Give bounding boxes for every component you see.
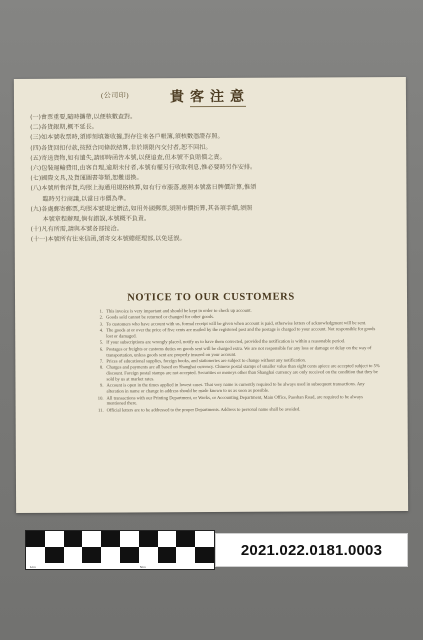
item-text: If your subscriptions are wrongly placed, notify us to have them corrected, provided the notification is within a reasonable period. [106, 338, 346, 345]
item-number: 8. [99, 364, 104, 370]
item-number: 10. [97, 395, 104, 401]
scale-square-light [139, 547, 158, 563]
item-number: 11. [98, 407, 104, 413]
chinese-notice-item: (二)各貨銀期,概不延長。 [30, 123, 98, 132]
english-notice-item [96, 406, 381, 413]
chinese-notice-item: (六)包裝運輸費用,由客自理,逾期未付者,本號有權另行收取利息,惟必要時另作安排。 [30, 163, 257, 172]
item-text: To customers who have account with us, formal receipt will be given when account is paid, otherwise letters of acknowledgment will be sent. [106, 319, 367, 327]
item-text: Goods sold cannot be returned or changed for other goods. [106, 314, 215, 320]
item-number: 5. [99, 339, 104, 345]
english-notice-item [95, 345, 380, 358]
item-text: All transactions with our Printing Department, or Works, or Accounting Department, Main Office, Paoshan Road, are required to be always mentioned there. [106, 393, 363, 406]
chinese-notice-item: (三)如本號收票時,須即刻填簽收據,對存往來各戶帳簿,須核數憑證存照。 [30, 133, 224, 142]
scale-square-dark [82, 547, 101, 563]
scale-square-dark [120, 547, 139, 563]
scale-row-top [26, 531, 214, 547]
document-sheet [14, 77, 408, 513]
english-notice-item [95, 363, 380, 382]
item-number: 9. [100, 382, 104, 388]
chinese-title: 貴客注意 [169, 88, 251, 106]
english-notice-list [95, 307, 381, 414]
scale-square-light [120, 531, 139, 547]
scale-square-dark [101, 531, 120, 547]
scale-square-dark [176, 531, 195, 547]
item-number: 2. [99, 314, 104, 320]
item-text: Official letters are to be addressed to the proper Departments. Address to personal name shall be avoided. [106, 406, 301, 413]
color-scale-bar [25, 530, 215, 570]
english-title: NOTICE TO OUR CUSTOMERS [127, 291, 295, 304]
item-number: 4. [99, 327, 104, 333]
scale-square-dark [26, 531, 45, 547]
chinese-notice-list [30, 111, 391, 246]
chinese-notice-continuation: 臨時另行商議,以當日市價為準。 [42, 195, 130, 203]
scale-square-light [26, 547, 45, 563]
chinese-notice-item: (一)會票重要,隨時攜帶,以便核數查對。 [30, 113, 137, 121]
chinese-notice-item: (五)寄送貨物,如有遺失,請即時函告本號,以便追查,但本號不負賠償之責。 [30, 153, 226, 162]
scale-square-dark [45, 547, 64, 563]
item-text: Postages or freights or customs duties on goods sent will be charged extra. We are not responsible for any loss or damage or delay on the way of transportation, unless goods sent are properly insured on your account. [106, 344, 372, 358]
scale-square-light [176, 547, 195, 563]
title-underline [190, 106, 246, 107]
english-notice-item [95, 381, 380, 394]
scale-square-light [64, 547, 83, 563]
scale-square-light [158, 531, 177, 547]
item-text: Charges and payments are all based on Shanghai currency. Chinese postal stamps of smaller value than eight cents apiece are accepted subject to 5% discount. Foreign postal stamps are not accepted. Securities or moneys other than Shanghai currency are only received on the condition that they be sold by us at market rates. [106, 363, 380, 382]
scale-square-dark [139, 531, 158, 547]
header-stamp: (公司印) [100, 91, 130, 100]
chinese-notice-item: (七)國際文具,及貨運圖書等類,恕難退換。 [30, 174, 143, 183]
chinese-notice-item: (八)本號所售洋貨,均照上海通用規格核算,如有行市漲落,應照本號當日牌價計算,惟須 [30, 184, 257, 193]
item-text: Prices of educational supplies, foreign books, and stationeries are subject to change without any notification. [106, 357, 307, 364]
chinese-notice-item: (十)凡有所需,請與本號各部接洽。 [30, 225, 123, 234]
item-number: 7. [99, 358, 104, 364]
item-text: This invoice is very important and should be kept in order to check up account. [106, 307, 252, 314]
scale-square-dark [195, 547, 214, 563]
item-number: 3. [99, 321, 104, 327]
item-number: 6. [99, 346, 104, 352]
item-number: 1. [99, 308, 104, 314]
chinese-notice-continuation: 本號章程辦理,倘有錯誤,本號概不負責。 [42, 215, 151, 223]
item-text: The goods at or over the price of five cents are mailed by the registered post and the postage is charged to your account. Not responsible for goods lost or damaged. [106, 326, 376, 339]
scale-square-light [101, 547, 120, 563]
english-notice-item [96, 394, 381, 407]
scale-square-dark [158, 547, 177, 563]
chinese-notice-item: (九)各處郵寄郵票,均照本號規定辦法,如用外國郵票,須照市價折算,其各項手續,須照 [30, 204, 253, 213]
scale-square-light [195, 531, 214, 547]
scale-mid-label: 5cm [140, 565, 146, 569]
scale-row-bottom [26, 547, 214, 563]
item-text: Account is open in the times applied in lowest cases. That very name is currently required to be always used in subsequent transactions. Any alteration in name or change in address should be made known to us as soon as possible. [106, 381, 365, 394]
scale-square-light [82, 531, 101, 547]
english-notice-item [95, 326, 380, 339]
chinese-notice-item: (四)各貨回扣付款,按照合同條款結算,非於期限內交付者,恕不回扣。 [30, 143, 212, 152]
chinese-notice-item: (十一)本號所有往來信函,須寄交本號總經理部,以免延誤。 [30, 235, 186, 244]
scale-unit-label: 1cm [30, 565, 36, 569]
catalog-number-label: 2021.022.0181.0003 [215, 533, 408, 567]
scale-square-light [45, 531, 64, 547]
scale-square-dark [64, 531, 83, 547]
